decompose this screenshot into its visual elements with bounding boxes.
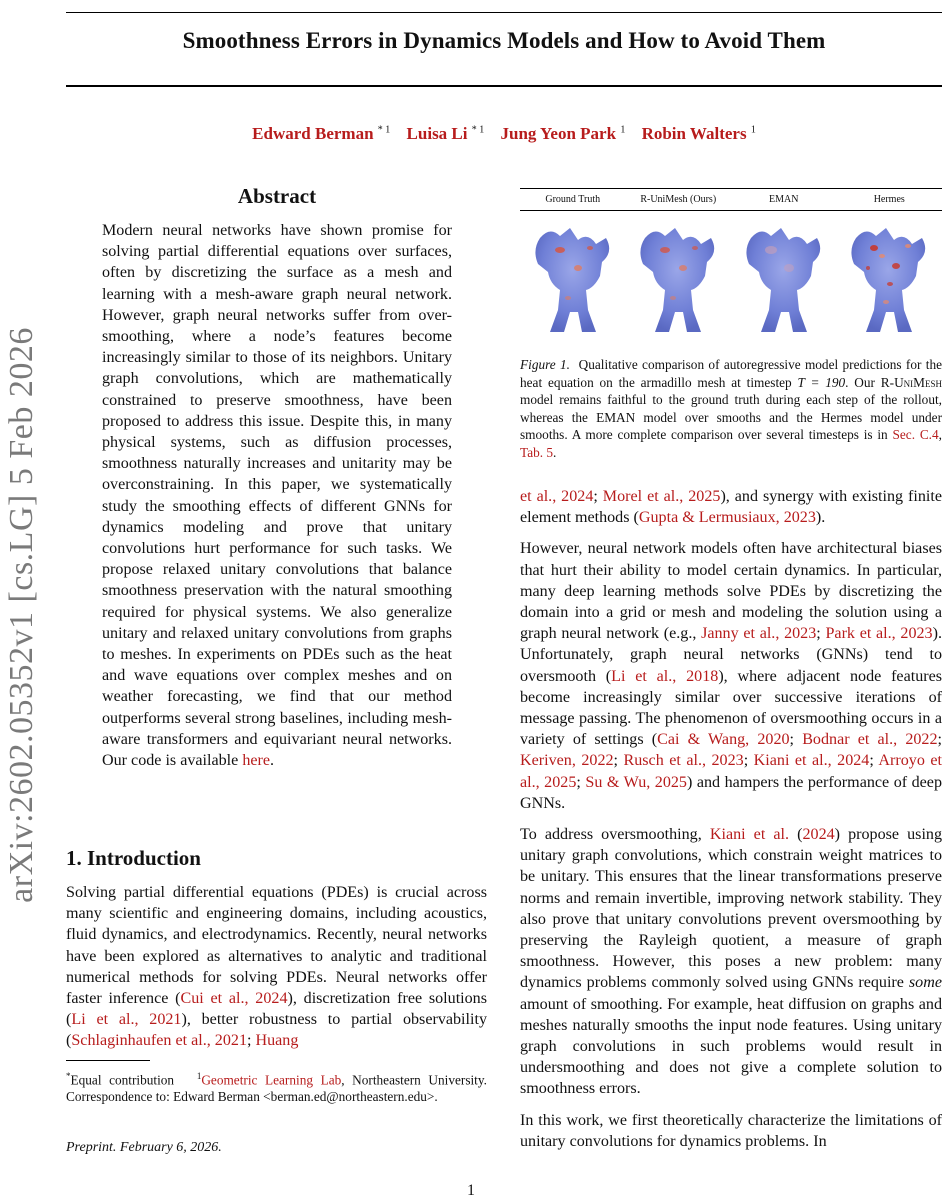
figure-images [520,218,942,336]
introduction-body [66,882,487,1052]
abstract-body [102,220,452,771]
caption-text: . Our R- [845,374,895,390]
author-affiliation-mark: * 1 [377,124,391,136]
citation-link[interactable]: 2024 [802,826,835,844]
right-column-body [520,486,942,1162]
body-text: ; [869,752,879,770]
citation-link[interactable]: Kiani et al., 2024 [753,752,870,770]
figure-rule-mid [520,210,942,211]
body-text: ; [937,731,942,749]
footnote-equal-contribution: Equal contribution [70,1072,175,1088]
caption-separator: , [938,427,942,442]
body-text: ), where adjacent node features become increasingly similar over successive iterations of message passing. The phenomenon of oversmoothing occurs in a variety of settings ( [520,667,942,749]
footnote-mark: * [66,1071,71,1081]
citation-link[interactable]: Li et al., 2021 [71,1011,182,1029]
body-text: amount of smoothing. For example, heat diffusion on graphs and meshes naturally smooths the input node features. Using unitary graph convolutions in such problems would result in undersmoothing and does not give a complete solution to smoothness errors. [520,995,942,1098]
citation-link[interactable]: Cui et al., 2024 [180,990,288,1008]
arxiv-id-text: arXiv:2602.05352v1 [cs.LG] 5 Feb 2026 [3,327,40,903]
affiliation-link[interactable]: Geometric Learning Lab [201,1072,342,1088]
figure-column-header: EMAN [769,194,799,205]
citation-link[interactable]: et al., 2024 [520,488,594,505]
title-rule-bottom [66,85,942,87]
author[interactable] [501,124,626,143]
footnote [66,1068,487,1105]
paragraph [520,1110,942,1152]
abstract-heading: Abstract [237,184,317,208]
figure-column-header: Ground Truth [545,194,601,205]
code-link[interactable]: here [242,752,271,770]
intro-text: Solving partial differential equations (PDEs) is crucial across many scientific and engineering domains, including acoustics, fluid dynamics, and electrodynamics. Recently, neural networks have been explored as alternatives to analytic and traditional numerical methods for solving PDEs. Neural networks offer faster inference ( [66,884,487,1008]
citation-link[interactable]: Arroyo et al., 2025 [520,752,942,791]
emphasis-text: some [908,974,942,992]
author-name: Luisa Li [406,124,468,143]
paragraph [520,538,942,814]
armadillo-eman [731,218,837,336]
author-name: Jung Yeon Park [500,124,617,143]
body-text: ; [789,731,803,749]
armadillo-r-unimesh [626,218,732,336]
citation-link[interactable]: Morel et al., 2025 [602,488,721,505]
body-text: ), and synergy with existing finite element methods ( [520,488,942,527]
armadillo-mesh-image [846,218,932,336]
caption-model-name: UniMesh [894,374,942,390]
citation-link[interactable]: Gupta & Lermusiaux, 2023 [638,509,816,527]
citation-link[interactable]: Janny et al., 2023 [701,625,817,643]
citation-link[interactable]: Rusch et al., 2023 [623,752,744,770]
figure-column-headers [520,194,942,205]
figure-caption [520,356,942,461]
author-name: Edward Berman [252,124,374,143]
arxiv-side-label [0,327,52,903]
page-number: 1 [467,1182,475,1199]
body-text: In this work, we first theoretically characterize the limitations of unitary convolutions for dynamics problems. In [520,1111,942,1150]
intro-text: ), better robustness to partial observability ( [66,1011,487,1050]
body-text: ; [816,625,826,643]
body-text: ; [593,488,603,505]
footnote-affiliation-mark: 1 [196,1071,202,1081]
figure-label: Figure 1. [520,357,570,372]
body-text: ) propose using unitary graph convolutions, which constrain weight matrices to be unitary. This ensures that the linear transformations preserve norms and remain invertible, improving network stability. They also prove that unitary convolutions prevent oversmoothing by preserving the Rayleigh quotient, a measure of graph smoothness. However, this poses a new problem: many dynamics problems commonly solved using GNNs require [520,826,942,992]
section-heading-introduction: 1. Introduction [66,846,201,870]
paragraph [520,824,942,1100]
body-text: ; [613,752,624,770]
armadillo-ground-truth [520,218,626,336]
armadillo-mesh-image [530,218,616,336]
caption-text: model remains faithful to the ground truth during each step of the rollout, whereas the EMAN model over smooths and the Hermes model under smooths. A more complete comparison over several timesteps is in [520,392,942,442]
armadillo-hermes [837,218,942,336]
author-list [66,124,942,144]
body-text: ) and hampers the performance of deep GNNs. [520,773,942,812]
figure-rule-top [520,188,942,189]
body-text: ). Unfortunately, graph neural networks (GNNs) tend to oversmooth ( [520,625,942,685]
author-affiliation-mark: 1 [620,124,626,136]
title-rule-top [66,12,942,13]
caption-math: T = 190 [797,374,846,390]
citation-link[interactable]: Huang [255,1032,299,1050]
section-ref-link[interactable]: Sec. C.4 [892,427,939,442]
author-affiliation-mark: * 1 [471,124,485,136]
armadillo-mesh-image [741,218,827,336]
author-name: Robin Walters [641,124,747,143]
citation-link[interactable]: Li et al., 2018 [611,667,719,685]
citation-link[interactable]: Su & Wu, 2025 [585,773,687,791]
body-text: ( [789,826,803,844]
body-text: However, neural network models often have architectural biases that hurt their ability to model certain dynamics. In particular, many deep learning methods solve PDEs by discretizing the domain into a grid or mesh and modeling the solution using a graph neural network (e.g., [520,540,942,643]
citation-link[interactable]: Cai & Wang, 2020 [657,731,790,749]
paragraph [520,486,942,528]
citation-link[interactable]: Kiani et al. [709,826,790,844]
citation-link[interactable]: Bodnar et al., 2022 [802,731,938,749]
table-ref-link[interactable]: Tab. 5 [520,444,554,460]
caption-end: . [553,444,557,460]
footnote-correspondence: , Northeastern University. Correspondence to: Edward Berman <berman.ed@northeastern.edu>. [66,1072,487,1105]
citation-link[interactable]: Park et al., 2023 [825,625,933,643]
abstract-end: . [270,752,275,770]
body-text: ; [743,752,754,770]
intro-text: ; [247,1032,256,1050]
figure-column-header: Hermes [873,194,905,205]
author[interactable] [642,124,756,143]
body-text: To address oversmoothing, [520,826,710,844]
author[interactable] [252,124,390,143]
preprint-note: Preprint. February 6, 2026. [66,1140,222,1155]
intro-text: ), discretization free solutions ( [66,990,487,1029]
citation-link[interactable]: Schlaginhaufen et al., 2021 [71,1032,247,1050]
caption-text: Qualitative comparison of autoregressive model predictions for the heat equation on the armadillo mesh at timestep [520,357,942,390]
armadillo-mesh-image [635,218,721,336]
body-text: ). [815,509,826,527]
paper-title: Smoothness Errors in Dynamics Models and How to Avoid Them [182,28,826,53]
citation-link[interactable]: Keriven, 2022 [520,752,614,770]
abstract-text: Modern neural networks have shown promise for solving partial differential equations over surfaces, often by discretizing the surface as a mesh and learning with a mesh-aware graph neural network. However, graph neural networks suffer from over-smoothing, where a node’s features become increasingly similar to those of its neighbors. Unitary graph convolutions, which are mathematically constrained to preserve smoothness, have been proposed to address this issue. Despite this, in many physical systems, such as diffusion processes, smoothness naturally increases and unitarity may be overconstraining. In this paper, we systematically study the smoothing effects of different GNNs for dynamics modeling and prove that unitary convolutions hurt performance for such tasks. We propose relaxed unitary convolutions that balance smoothness preservation with the natural smoothing required for physical systems. We also generalize unitary and relaxed unitary convolutions from graphs to meshes. In experiments on PDEs such as the heat and wave equations over complex meshes and on weather forecasting, we find that our method outperforms several strong baselines, including mesh-aware transformers and equivariant neural networks. Our code is available [102,222,452,770]
figure-column-header: R-UniMesh (Ours) [640,194,717,205]
author-affiliation-mark: 1 [750,124,756,136]
footnote-rule [66,1060,150,1061]
body-text: ; [576,773,586,791]
author[interactable] [407,124,485,143]
